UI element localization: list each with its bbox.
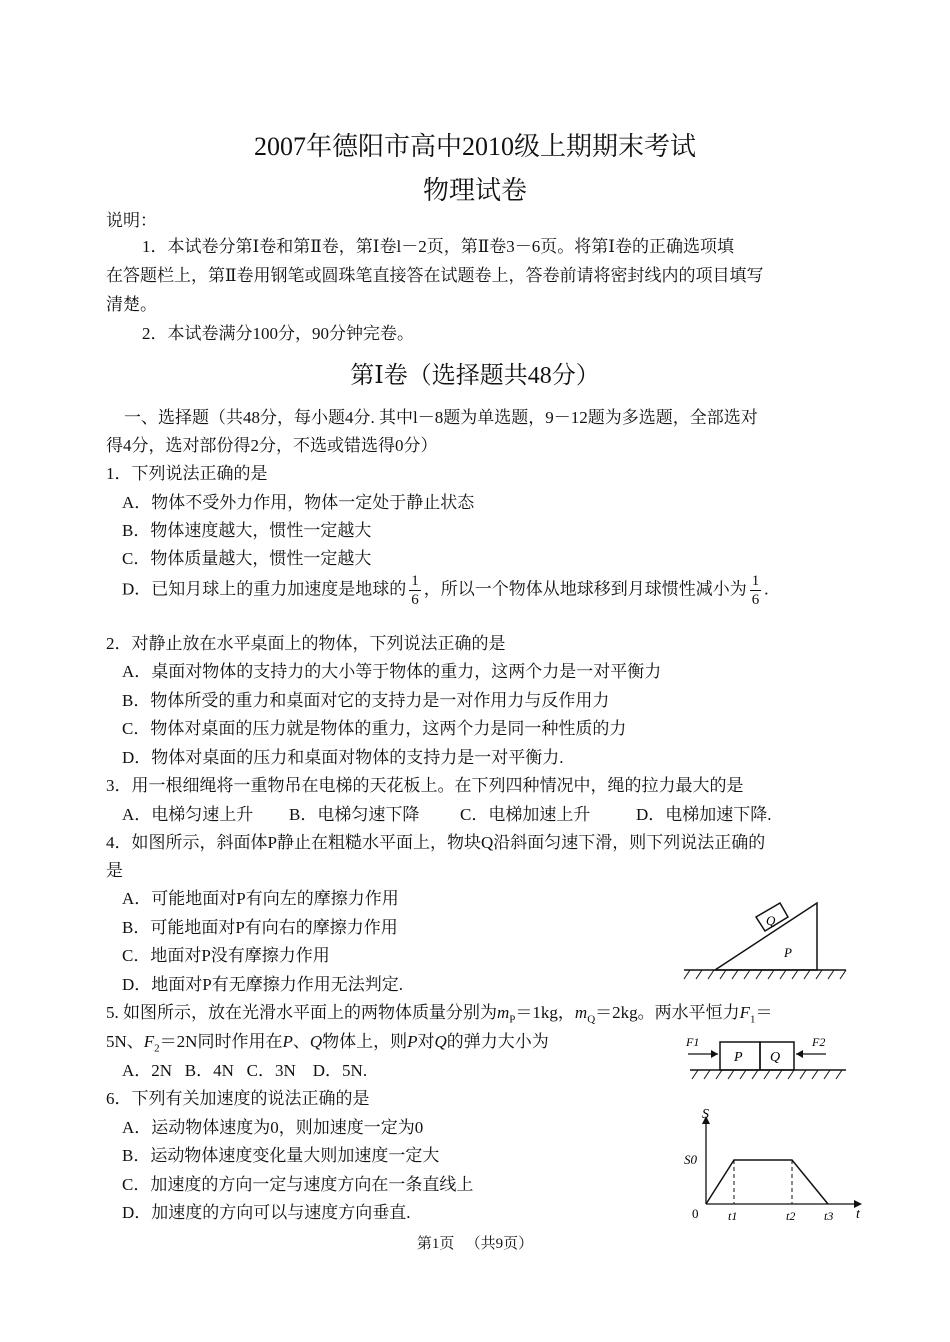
blocks-diagram [680, 1030, 850, 1082]
instructions-label: 说明： [106, 211, 157, 230]
q4-stem-line1: 4．如图所示，斜面体P静止在粗糙水平面上，物块Q沿斜面匀速下滑，则下列说法正确的 [106, 833, 766, 852]
q2-option-c: C．物体对桌面的压力就是物体的重力，这两个力是同一种性质的力 [122, 719, 627, 738]
q1-option-a: A．物体不受外力作用，物体一定处于静止状态 [122, 493, 475, 512]
q3-option-a: A．电梯匀速上升 [122, 805, 254, 824]
q6-option-b: B．运动物体速度变化量大则加速度一定大 [122, 1146, 440, 1165]
instruction-2: 2．本试卷满分100分，90分钟完卷。 [142, 324, 414, 343]
label-s: S [702, 1107, 709, 1122]
label-f1: F1 [686, 1035, 700, 1049]
label-p: P [734, 1050, 743, 1065]
label-q: Q [770, 1050, 781, 1065]
fraction-denominator: 6 [411, 592, 419, 608]
q3-option-b: B．电梯匀速下降 [289, 805, 420, 824]
exam-subtitle: 物理试卷 [422, 176, 527, 205]
label-origin: 0 [692, 1206, 699, 1221]
exam-title: 2007年德阳市高中2010级上期期末考试 [253, 132, 696, 161]
fraction-numerator: 1 [411, 573, 419, 589]
q1-d-text3: . [764, 579, 769, 599]
label-t2: t2 [786, 1209, 796, 1223]
section-title: 第Ⅰ卷（选择题共48分） [350, 363, 600, 389]
ground-hatching [692, 1070, 842, 1079]
instruction-1-line3: 清楚。 [106, 295, 157, 314]
section-intro-line2: 得4分，选对部份得2分，不选或错选得0分） [106, 436, 438, 455]
graph-line [706, 1160, 828, 1204]
q4-option-d: D．地面对P有无摩擦力作用无法判定. [122, 975, 403, 994]
q4-option-b: B．可能地面对P有向右的摩擦力作用 [122, 918, 398, 937]
fraction-one-sixth [750, 572, 762, 609]
label-q: Q [766, 913, 776, 928]
page-footer: 第1页 （共9页） [416, 1236, 534, 1252]
q5-stem-line2: 5N、$F_2=2N$同时作用在P、Q物体上，则P对Q的弹力大小为 [106, 1032, 549, 1055]
q4-option-a: A．可能地面对P有向左的摩擦力作用 [122, 889, 399, 908]
label-t: t [856, 1207, 860, 1222]
q1-option-b: B．物体速度越大，惯性一定越大 [122, 521, 372, 540]
q6-stem: 6．下列有关加速度的说法正确的是 [106, 1089, 370, 1108]
q1-option-d [122, 572, 769, 609]
instruction-1-line2: 在答题栏上，第Ⅱ卷用钢笔或圆珠笔直接答在试题卷上，答卷前请将密封线内的项目填写 [106, 266, 764, 285]
q3-option-c: C．电梯加速上升 [460, 805, 591, 824]
arrowhead-right-icon [711, 1050, 718, 1058]
q5-stem-line1: 5. 如图所示，放在光滑水平面上的两物体质量分别为$m_P=1kg$，$m_Q=2kg$。两水平恒力$F_1=$ [106, 1003, 773, 1026]
arrowhead-left-icon [796, 1050, 803, 1058]
ground-hatching [684, 970, 846, 979]
q1-d-text1: D．已知月球上的重力加速度是地球的 [122, 579, 407, 599]
incline-diagram [680, 895, 850, 985]
q6-option-a: A．运动物体速度为0，则加速度一定为0 [122, 1118, 424, 1137]
instruction-1-line1: 1．本试卷分第Ⅰ卷和第Ⅱ卷，第Ⅰ卷l－2页，第Ⅱ卷3－6页。将第Ⅰ卷的正确选项填 [142, 237, 734, 256]
section-intro-line1: 一、选择题（共48分，每小题4分. 其中l－8题为单选题，9－12题为多选题，全部选对 [124, 408, 758, 427]
q1-option-c: C．物体质量越大，惯性一定越大 [122, 549, 372, 568]
q2-option-b: B．物体所受的重力和桌面对它的支持力是一对作用力与反作用力 [122, 691, 610, 710]
label-s0: S0 [684, 1152, 697, 1167]
label-f2: F2 [812, 1035, 826, 1049]
label-t3: t3 [824, 1209, 834, 1223]
q5-options: A．2N B．4N C．3N D．5N. [122, 1061, 368, 1080]
label-p: P [784, 945, 792, 960]
q3-option-d: D．电梯加速下降. [636, 805, 772, 824]
s-t-graph [678, 1106, 868, 1230]
q6-option-d: D．加速度的方向可以与速度方向垂直. [122, 1203, 411, 1222]
label-t1: t1 [728, 1209, 738, 1223]
q3-stem: 3．用一根细绳将一重物吊在电梯的天花板上。在下列四种情况中，绳的拉力最大的是 [106, 776, 744, 795]
q1-d-text2: ，所以一个物体从地球移到月球惯性减小为 [423, 579, 747, 599]
q1-stem: 1．下列说法正确的是 [106, 464, 268, 483]
q2-option-d: D．物体对桌面的压力和桌面对物体的支持力是一对平衡力. [122, 748, 564, 767]
q2-option-a: A．桌面对物体的支持力的大小等于物体的重力，这两个力是一对平衡力 [122, 662, 662, 681]
q6-option-c: C．加速度的方向一定与速度方向在一条直线上 [122, 1175, 474, 1194]
fraction-one-sixth [409, 572, 421, 609]
fraction-numerator: 1 [751, 573, 760, 589]
q4-option-c: C．地面对P没有摩擦力作用 [122, 946, 330, 965]
q4-stem-line2: 是 [106, 861, 123, 880]
fraction-denominator: 6 [751, 592, 760, 608]
q2-stem: 2．对静止放在水平桌面上的物体，下列说法正确的是 [106, 634, 506, 653]
